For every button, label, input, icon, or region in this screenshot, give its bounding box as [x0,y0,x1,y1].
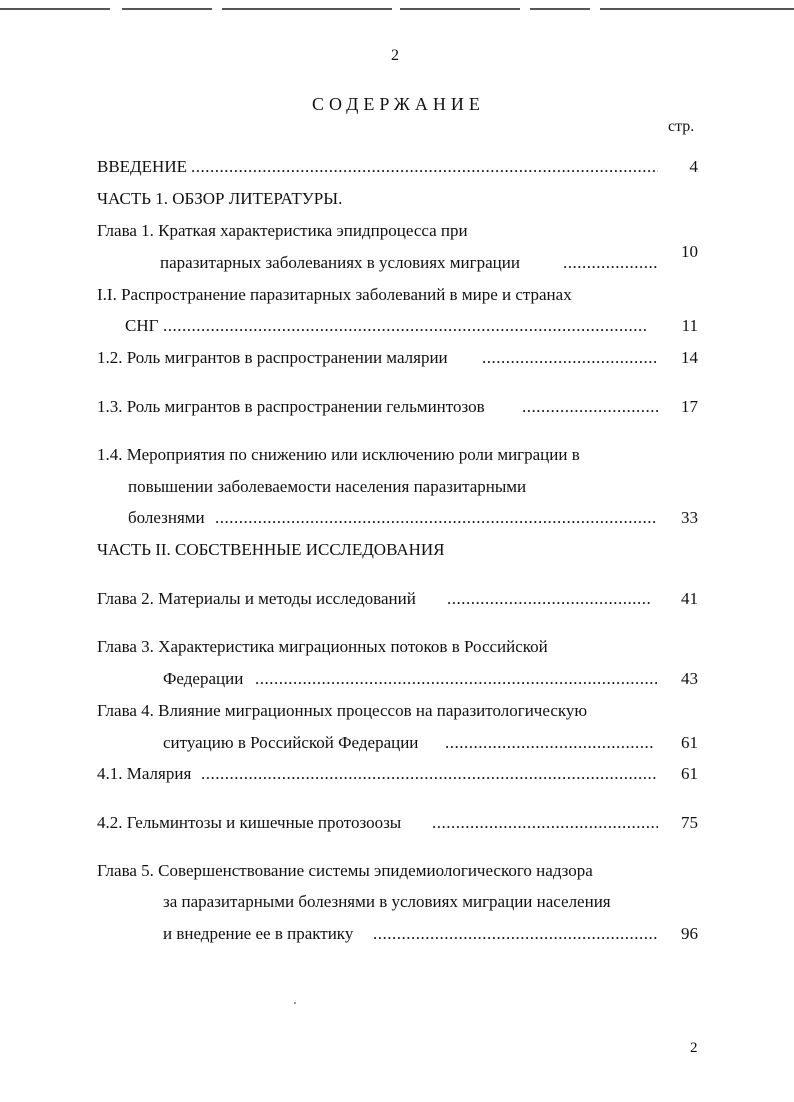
toc-entry-line: Федерации [163,669,244,688]
leader-dots [163,317,648,334]
toc-page-number: 4 [689,157,698,176]
toc-entry-line: 1.4. Мероприятия по снижению или исключению роли миграции в [97,445,580,464]
toc-entry-line: Глава 1. Краткая характеристика эпидпроцесса при [97,221,468,240]
toc-page-number: 61 [681,764,698,783]
toc-entry-line: 1.3. Роль мигрантов в распространении гельминтозов [97,397,485,416]
toc-entry-line: повышении заболеваемости населения паразитарными [128,477,527,496]
page-column-label: стр. [668,118,695,135]
leader-dots [447,590,651,607]
toc-entry-line: Глава 5. Совершенствование системы эпидемиологического надзора [97,861,593,880]
scan-speck [294,1002,296,1004]
toc-page-number: 14 [681,348,698,367]
toc-entry-line: Глава 3. Характеристика миграционных потоков в Российской [97,637,548,656]
toc-entry-line: 4.1. Малярия [97,764,192,783]
toc-entry-line: 1.2. Роль мигрантов в распространении малярии [97,348,448,367]
toc-entry-line: за паразитарными болезнями в условиях миграции населения [163,892,611,911]
toc-entry-line: ВВЕДЕНИЕ [97,157,187,176]
toc-entry-line: паразитарных заболеваниях в условиях миграции [160,253,520,272]
leader-dots [373,925,658,942]
toc-page-number: 43 [681,669,698,688]
toc-page-number: 17 [681,397,698,416]
leader-dots [482,349,656,366]
toc-page-number: 75 [681,813,698,832]
toc-entry-line: ЧАСТЬ II. СОБСТВЕННЫЕ ИССЛЕДОВАНИЯ [97,540,445,559]
toc-page-number: 11 [681,316,698,335]
toc-page-number: 96 [681,924,698,943]
toc-entry-line: Глава 4. Влияние миграционных процессов на паразитологическую [97,701,588,720]
toc-entry-line: и внедрение ее в практику [163,924,354,943]
toc-entry-line: 4.2. Гельминтозы и кишечные протозоозы [97,813,402,832]
toc-page-number: 33 [681,508,698,527]
toc-entry-line: ситуацию в Российской Федерации [163,733,419,752]
scan-edge-line [0,8,794,11]
page-title: СОДЕРЖАНИЕ [312,94,485,114]
toc-entry-line: ЧАСТЬ 1. ОБЗОР ЛИТЕРАТУРЫ. [97,189,343,208]
toc-entry-line: болезнями [128,508,205,527]
leader-dots [445,734,654,751]
toc-entry-line: I.I. Распространение паразитарных заболеваний в мире и странах [97,285,572,304]
leader-dots [255,670,658,687]
page-number-top: 2 [391,47,399,64]
toc-entry-line: СНГ [125,316,159,335]
leader-dots [563,254,659,271]
page-number-bottom: 2 [690,1040,698,1056]
leader-dots [432,814,658,831]
leader-dots [522,398,658,415]
leader-dots [215,509,658,526]
leader-dots [201,765,657,782]
toc-page-number: 61 [681,733,698,752]
toc-page-number: 10 [681,242,698,261]
leader-dots [191,158,658,175]
toc-page-number: 41 [681,589,698,608]
toc-entry-line: Глава 2. Материалы и методы исследований [97,589,416,608]
